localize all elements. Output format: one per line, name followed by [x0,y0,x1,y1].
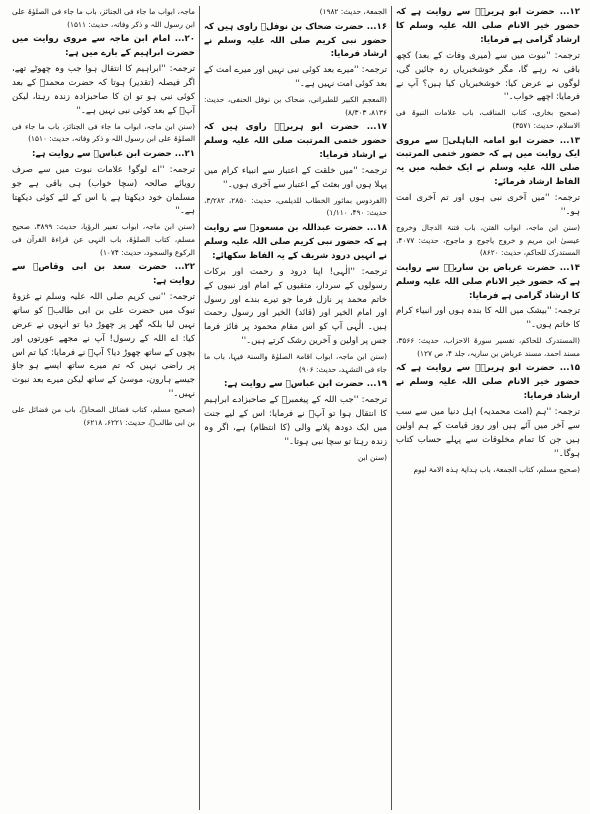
hadith-intro: ۱۶... حضرت ضحاک بن نوفلؓ راوی ہیں کہ حضور نبی کریم صلی اللہ علیہ وسلم نے ارشاد فرمایا: [204,21,387,60]
hadith-reference: (سنن ابن ماجہ، ابواب الفتن، باب فتنۃ الدجال وخروج عیسیٰ ابن مریم و خروج یاجوج و ماجوج، حدیث: ۴۰۷۷، المستدرک للحاکم، حدیث: ۸۶۲۰) [396,222,580,258]
hadith-reference: (صحیح مسلم، کتاب الجمعۃ، باب ہدایۃ ہذہ الامۃ لیوم [413,464,580,474]
hadith-translation: ترجمہ: ''نبوت میں سے (میری وفات کے بعد) کچھ باقی نہ رہے گا، مگر خوشخبریاں رہ جائیں گی، لوگوں نے عرض کیا: خوشخبریاں کیا ہیں؟ آپ نے فرمایا: اچھے خواب۔'' [396,50,580,103]
column-middle [200,6,392,810]
hadith-intro: ۱۷... حضرت ابو ہریرہؓ راوی ہیں کہ حضور ختمی المرتبت صلی اللہ علیہ وسلم نے ارشاد فرمایا: [204,122,387,161]
hadith-translation: ترجمہ: ''میں خلقت کے اعتبار سے انبیاء کرام میں پہلا ہوں اور بعثت کے اعتبار سے آخری ہوں۔'' [204,166,387,190]
hadith-reference: (سنن ابن ماجہ، ابواب ما جاء فی الجنائز، باب ما جاء فی الصلوٰۃ علی ابن رسول اللہ و ذکر وفاتہ، حدیث: ۱۵۱۰) [12,121,195,144]
hadith-translation: ترجمہ: ''نبی کریم صلی اللہ علیہ وسلم نے غزوۂ تبوک میں حضرت علی بن ابی طالبؓ کو ساتھ نہیں لیا بلکہ گھر پر چھوڑ دیا تو انہوں نے عرض کیا: اے اللہ کے رسول! آپ نے مجھے عورتوں اور بچوں کے ساتھ چھوڑ دیا؟ آپؐ نے فرمایا: کیا تم اس پر راضی نہیں کہ تم میرے ساتھ ایسے ہو جاؤ جیسے ہارون، موسیٰ کے ساتھ لیکن میرے بعد نبوت نہیں۔'' [12,291,195,400]
hadith-reference: (المستدرک للحاکم، تفسیر سورۃ الاحزاب، حدیث: ۳۵۶۶، مسند احمد، مسند عرباض بن ساریہ، جلد ۴، ص ۱۲۷) [396,336,580,358]
hadith-translation: ترجمہ: ''ہم (امت محمدیہ) اہل دنیا میں سے سب سے آخر میں آئے ہیں اور روز قیامت کے ہم اولین ہیں جن کا تمام مخلوقات سے پہلے حساب کتاب ہوگا۔'' [396,407,580,459]
hadith-reference: الجمعۃ، حدیث: ۱۹۸۲) [319,7,387,16]
hadith-intro: ۱۳... حضرت ابو امامہ الباہلیؓ سے مروی ایک روایت میں ہے کہ حضور ختمی المرتبت صلی اللہ علیہ وسلم نے ایک خطبہ میں یہ الفاظ ارشاد فرمائے: [396,135,580,188]
hadith-reference: (صحیح بخاری، کتاب المناقب، باب علامات النبوۃ فی الاسلام، حدیث: ۳۵۷۱) [396,108,580,130]
hadith-reference: (الفردوس بماثور الخطاب للدیلمی، حدیث: ۲۸۵۰، ۳/۲۸۲، حدیث: ۴۹۰، ۱/۱۱۰) [204,195,387,218]
hadith-reference: (سنن ابن [357,452,387,462]
hadith-translation: ترجمہ: ''ابراہیم کا انتقال ہوا جب وہ چھوٹے تھے، اگر فیصلہ (تقدیر) ہوتا کہ حضرت محمدؐ کے بعد کوئی نبی ہو تو ان کا صاحبزادہ زندہ رہتا، لیکن آپؐ کے بعد کوئی نبی نہیں ہے۔'' [12,64,195,116]
hadith-translation: ترجمہ: ''میں آخری نبی ہوں اور تم آخری امت ہو۔'' [396,193,580,218]
hadith-translation: ترجمہ: ''جب اللہ کے پیغمبرؐ کے صاحبزادے ابراہیم کا انتقال ہوا تو آپؐ نے فرمایا: اس کے لیے جنت میں ایک دودھ پلانے والی (کا انتظام) ہے، اگر وہ زندہ رہتا تو سچا نبی ہوتا۔'' [204,395,387,447]
hadith-reference: ماجہ، ابواب ما جاء فی الجنائز، باب ما جاء فی الصلوٰۃ علی ابن رسول اللہ و ذکر وفاتہ، حدیث: ۱۵۱۱) [12,7,195,29]
hadith-intro: ۱۵... حضرت ابو ہریرہؓ سے روایت ہے کہ حضور خیر الانام صلی اللہ علیہ وسلم نے ارشاد فرمایا: [396,363,580,402]
hadith-reference: (المعجم الکبیر للطبرانی، ضحاک بن نوفل الحنفی، حدیث: ۸۱۳۶، ۸/۳۰۳) [204,95,387,117]
column-right [392,6,584,810]
hadith-intro: ۲۲... حضرت سعد بن ابی وقاصؓ سے روایت ہے: [12,262,195,287]
hadith-intro: ۱۹... حضرت ابن عباسؓ سے روایت ہے: [224,379,387,390]
hadith-intro: ۲۱... حضرت ابن عباسؓ سے روایت ہے: [32,148,195,159]
hadith-reference: (سنن ابن ماجہ، ابواب اقامۃ الصلوٰۃ والسنۃ فیہا، باب ما جاء فی التشہد، حدیث: ۹۰۶) [204,352,387,374]
hadith-translation: ترجمہ: ''بیشک میں اللہ کا بندہ ہوں اور انبیاء کرام کا خاتم ہوں۔'' [396,306,580,331]
hadith-intro: ۱۴... حضرت عرباض بن ساریہؓ سے روایت ہے کہ حضور خیر الانام صلی اللہ علیہ وسلم کا ارشاد گرامی ہے فرمایا: [396,262,580,301]
column-left [8,6,200,810]
hadith-intro: ۲۰... امام ابن ماجہ سے مروی روایت میں حضرت ابراہیم کے بارے میں ہے: [12,34,195,59]
hadith-intro: ۱۸... حضرت عبداللہ بن مسعودؓ سے روایت ہے کہ حضور نبی کریم صلی اللہ علیہ وسلم نے انہیں درود شریف کے یہ الفاظ سکھائے: [204,223,387,261]
hadith-translation: ترجمہ: ''اے لوگو! علامات نبوت میں سے صرف رویائے صالحہ (سچا خواب) ہی باقی ہے جو مسلمان خود دیکھتا ہے یا اس کے لئے کوئی دیکھتا ہے۔'' [12,164,195,217]
hadith-reference: (صحیح مسلم، کتاب فضائل الصحابۃ، باب من فضائل علی بن ابی طالبؓ، حدیث: ۶۲۲۱، ۶۲۱۸) [12,405,195,427]
hadith-reference: (سنن ابن ماجہ، ابواب تعبیر الرؤیا، حدیث: ۳۸۹۹، صحیح مسلم، کتاب الصلوٰۃ، باب النہی عن قراءۃ القرآن فی الرکوع والسجود، حدیث: ۱۰۷۴) [12,222,195,257]
hadith-translation: ترجمہ: ''الٰہی! اپنا درود و رحمت اور برکات رسولوں کے سردار، متقیوں کے امام اور نبیوں کے خاتم محمد پر نازل فرما جو تیرے بندے اور رسول اور امام الخیر اور (قائد) الخیر اور رسول رحمت ہیں۔ الٰہی آپ کو اس مقام محمود پر فائز فرما جس پر اولین و آخرین رشک کرتے ہیں۔'' [204,266,387,347]
hadith-translation: ترجمہ: ''میرے بعد کوئی نبی نہیں اور میرے امت کے بعد کوئی امت نہیں ہے۔'' [204,65,387,90]
hadith-intro: ۱۲... حضرت ابو ہریرہؓ سے روایت ہے کہ حضور خیر الانام صلی اللہ علیہ وسلم کا ارشاد گرامی ہے فرمایا: [396,7,580,45]
